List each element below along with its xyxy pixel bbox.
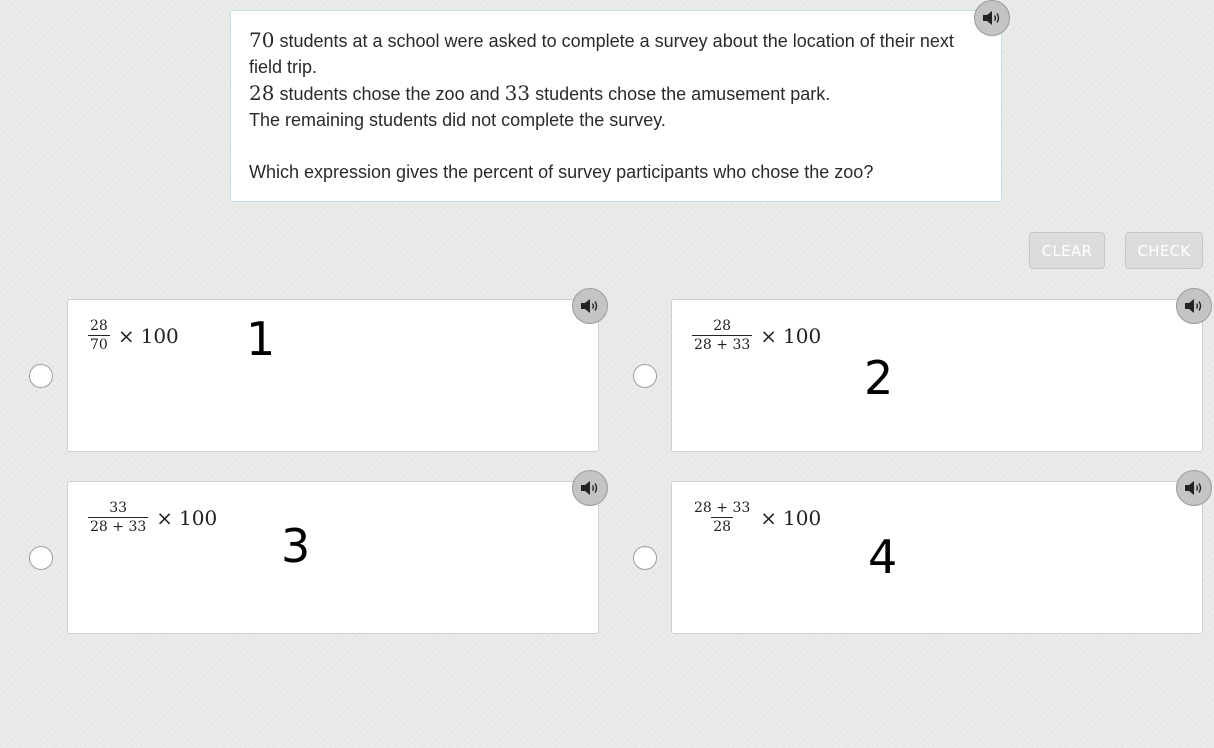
option-1-numerator: 28 [90,318,108,334]
option-4-card[interactable] [671,481,1203,634]
option-4-fraction [692,500,752,535]
option-3-fraction [88,500,148,535]
option-2-card[interactable] [671,299,1203,452]
option-1-card[interactable] [67,299,599,452]
option-1-radio[interactable] [29,364,53,388]
speaker-icon [580,298,600,314]
question-number-zoo: 28 [249,81,275,105]
question-prompt: Which expression gives the percent of survey participants who chose the zoo? [249,162,874,182]
question-speaker-button[interactable] [974,0,1010,36]
option-1-speaker-button[interactable] [572,288,608,324]
option-1-label: 1 [246,312,276,366]
option-2-numerator: 28 [713,318,732,334]
option-2-denominator: 28 + 33 [694,337,751,353]
option-4-times: × [760,505,778,530]
option-3-radio[interactable] [29,546,53,570]
speaker-icon [982,10,1002,26]
question-text-1: students at a school were asked to complete a survey about the location of their next field trip. [249,31,954,77]
option-4-speaker-button[interactable] [1176,470,1212,506]
question-line-3: The remaining students did not complete the survey. [249,110,666,130]
question-spacer [249,133,983,159]
option-2-label: 2 [864,351,894,405]
option-4-label: 4 [868,530,898,584]
option-3-label: 3 [281,519,311,573]
option-2-times: × [760,323,778,348]
option-3-speaker-button[interactable] [572,470,608,506]
option-2-speaker-button[interactable] [1176,288,1212,324]
clear-button[interactable]: CLEAR [1029,232,1105,269]
option-1-expression [88,318,179,353]
option-4-radio[interactable] [633,546,657,570]
option-3-times: × [156,505,174,530]
option-4-expression [692,500,821,535]
question-number-total: 70 [249,28,275,52]
option-4-multiplier: 100 [783,505,822,530]
option-2-radio[interactable] [633,364,657,388]
question-panel [230,10,1002,202]
option-3-numerator: 33 [109,500,128,516]
option-2-multiplier: 100 [783,323,822,348]
check-button[interactable]: CHECK [1125,232,1203,269]
option-3-card[interactable] [67,481,599,634]
option-4-denominator: 28 [713,519,732,535]
question-line-2 [249,80,983,107]
option-1-times: × [117,323,135,348]
question-text-2b: students chose the amusement park. [530,84,831,104]
option-1-fraction [88,318,110,353]
option-3-denominator: 28 + 33 [90,519,147,535]
option-1-denominator: 70 [90,337,108,353]
option-3-multiplier: 100 [179,505,218,530]
question-line-1 [249,27,983,80]
question-text-2a: students chose the zoo and [274,84,505,104]
option-3-expression [88,500,217,535]
speaker-icon [1184,480,1204,496]
option-2-expression [692,318,821,353]
speaker-icon [1184,298,1204,314]
option-4-numerator: 28 + 33 [694,500,751,516]
option-1-multiplier: 100 [140,323,179,348]
question-number-park: 33 [504,81,531,105]
speaker-icon [580,480,600,496]
option-2-fraction [692,318,752,353]
